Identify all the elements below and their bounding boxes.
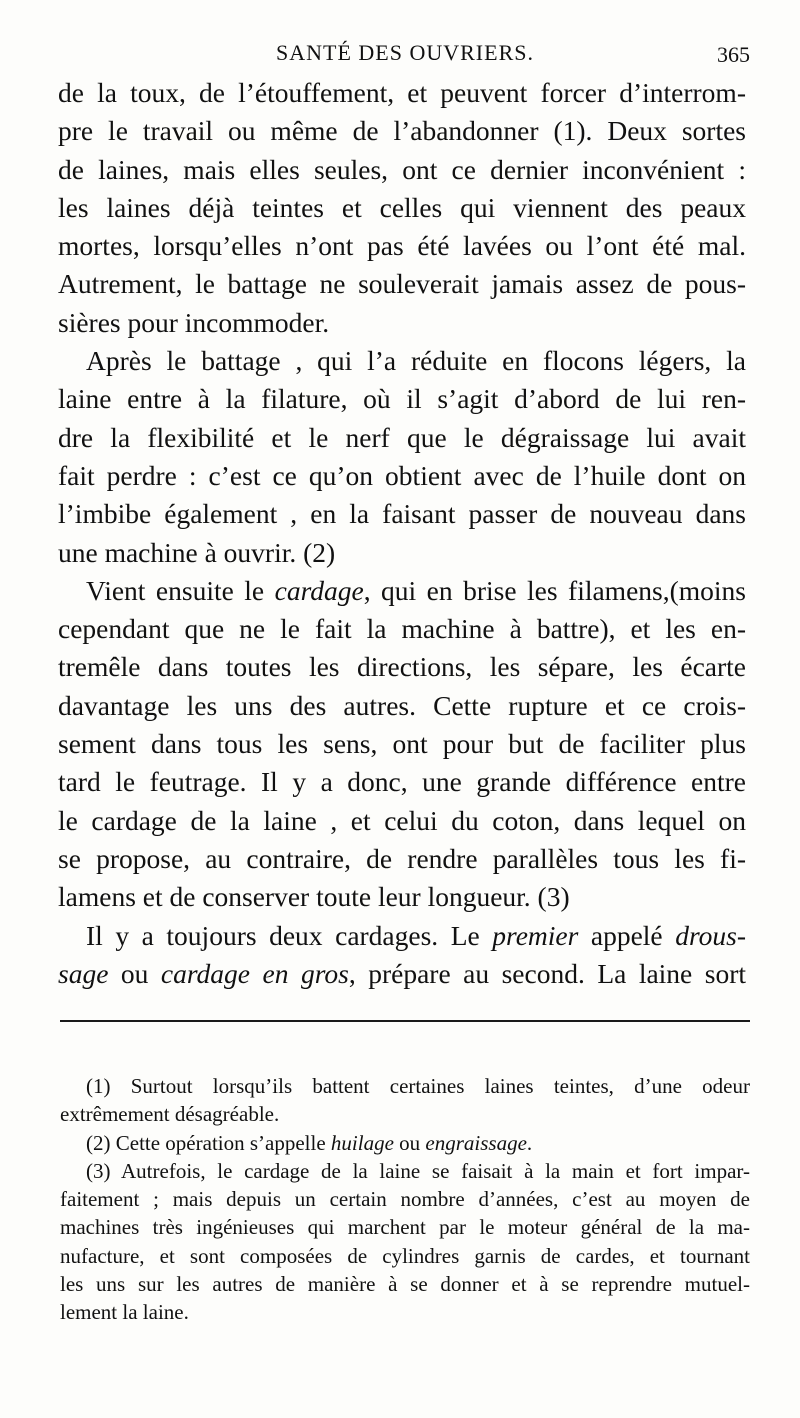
footnotes: [60, 1072, 750, 1327]
text-line: Après le battage , qui l’a réduite en flocons légers, la: [86, 345, 746, 377]
text-line: sières pour incommoder.: [58, 306, 330, 338]
text-line: une machine à ouvrir. (2): [58, 536, 336, 568]
text-line: de la toux, de l’étouffement, et peuvent forcer d’interrom-: [58, 77, 746, 108]
footnote-line: faitement ; mais depuis un certain nombre d’années, c’est au moyen de: [60, 1187, 750, 1212]
running-title: SANTÉ DES OUVRIERS.: [276, 40, 534, 65]
text-line: les laines déjà teintes et celles qui viennent des peaux: [58, 191, 746, 223]
footnote-line: (3) Autrefois, le cardage de la laine se faisait à la main et fort impar-: [86, 1158, 750, 1183]
running-head: [60, 36, 750, 70]
text-line: laine entre à la filature, où il s’agit d’abord de lui ren-: [58, 383, 746, 415]
text-line: cependant que ne le fait la machine à battre), et les en-: [58, 613, 746, 645]
footnote-line: lement la laine.: [60, 1300, 189, 1325]
text-line: Il y a toujours deux cardages. Le premier appelé drous-: [86, 919, 746, 951]
footnote-line: nufacture, et sont composées de cylindres garnis de cardes, et tournant: [60, 1243, 750, 1268]
text-line: Vient ensuite le cardage, qui en brise les filamens,(moins: [86, 574, 746, 606]
text-line: lamens et de conserver toute leur longueur. (3): [58, 881, 570, 913]
body-text: [58, 74, 746, 993]
text-line: fait perdre : c’est ce qu’on obtient avec de l’huile dont on: [58, 459, 746, 491]
text-line: de laines, mais elles seules, ont ce dernier inconvénient :: [58, 153, 746, 185]
text-line: se propose, au contraire, de rendre parallèles tous les fi-: [58, 842, 746, 874]
text-line: mortes, lorsqu’elles n’ont pas été lavées ou l’ont été mal.: [58, 230, 746, 262]
text-line: davantage les uns des autres. Cette rupture et ce crois-: [58, 689, 746, 721]
footnote-line: machines très ingénieuses qui marchent par le moteur général de la ma-: [60, 1215, 750, 1240]
footnote-separator: [60, 1020, 750, 1022]
text-line: tard le feutrage. Il y a donc, une grande différence entre: [58, 766, 746, 798]
footnote-line: les uns sur les autres de manière à se donner et à se reprendre mutuel-: [60, 1272, 750, 1297]
page-number: 365: [717, 42, 750, 67]
footnote-line: (2) Cette opération s’appelle huilage ou engraissage.: [86, 1130, 533, 1155]
text-line: dre la flexibilité et le nerf que le dégraissage lui avait: [58, 421, 746, 453]
text-line: pre le travail ou même de l’abandonner (1). Deux sortes: [58, 115, 746, 147]
text-line: le cardage de la laine , et celui du coton, dans lequel on: [58, 804, 746, 836]
text-line: Autrement, le battage ne souleverait jamais assez de pous-: [58, 268, 746, 300]
footnote-line: (1) Surtout lorsqu’ils battent certaines laines teintes, d’une odeur: [86, 1074, 750, 1098]
text-line: l’imbibe également , en la faisant passer de nouveau dans: [58, 498, 746, 530]
text-line: sement dans tous les sens, ont pour but de faciliter plus: [58, 728, 746, 760]
text-line: sage ou cardage en gros, prépare au second. La laine sort: [58, 957, 747, 989]
text-line: tremêle dans toutes les directions, les sépare, les écarte: [58, 651, 746, 683]
footnote-line: extrêmement désagréable.: [60, 1102, 280, 1127]
